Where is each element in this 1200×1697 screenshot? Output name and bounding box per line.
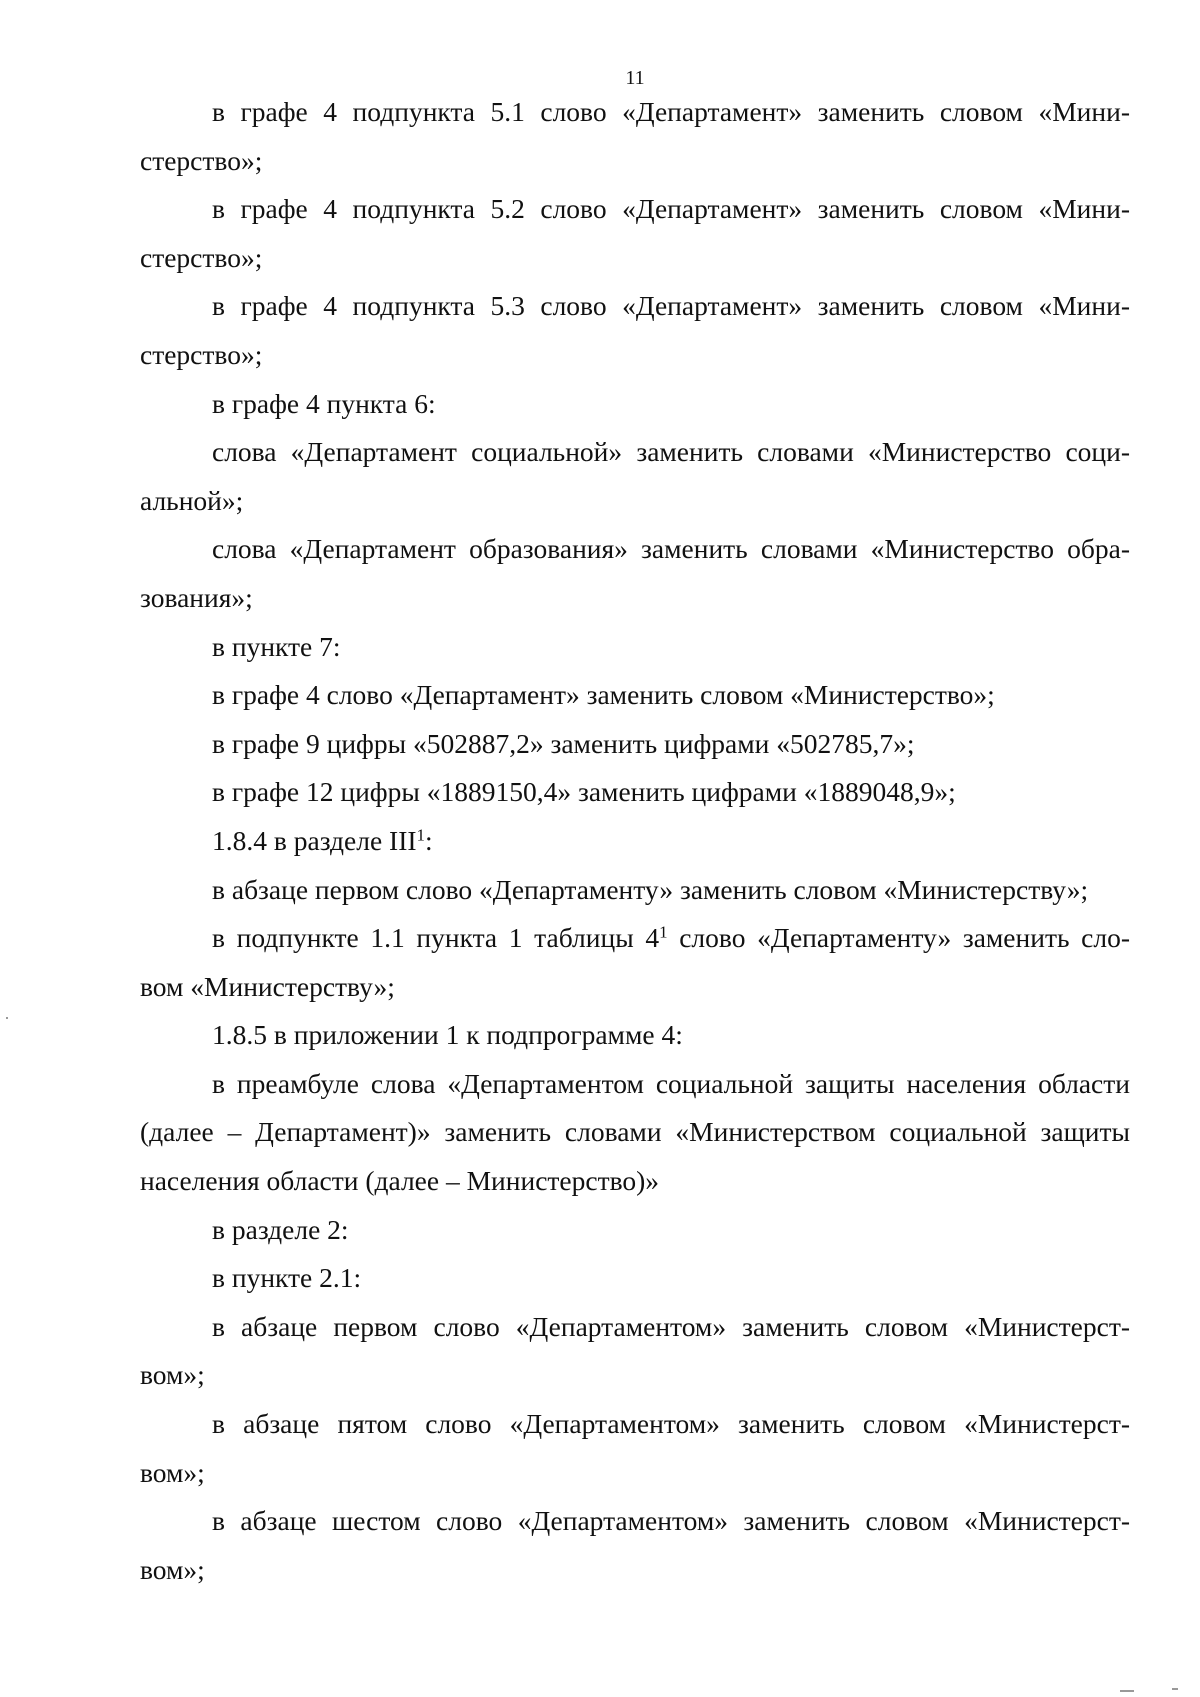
document-line: [140, 1060, 1130, 1109]
line-text: в графе 9 цифры «502887,2» заменить цифрами «502785,7»;: [212, 727, 915, 759]
line-text: в преамбуле слова «Департаментом социальной защиты населения области: [212, 1067, 1130, 1099]
document-line: [140, 914, 1130, 963]
line-text: зования»;: [140, 581, 253, 613]
line-text: вом»;: [140, 1553, 205, 1585]
document-line: [140, 671, 1130, 720]
line-text: 1.8.4 в разделе III: [212, 824, 417, 856]
line-text: вом»;: [140, 1359, 205, 1391]
document-line: [140, 1546, 1130, 1595]
line-text: в абзаце пятом слово «Департаментом» заменить словом «Министерст-: [212, 1408, 1130, 1440]
document-line: [140, 282, 1130, 331]
document-line: [140, 428, 1130, 477]
document-line: [140, 137, 1130, 186]
line-text: слова «Департамент социальной» заменить словами «Министерство соци-: [212, 436, 1130, 468]
line-text: вом»;: [140, 1456, 205, 1488]
scan-artifact: [1172, 1688, 1178, 1690]
line-text: населения области (далее – Министерство)»: [140, 1165, 660, 1197]
superscript: 1: [659, 922, 668, 942]
line-text: 1.8.5 в приложении 1 к подпрограмме 4:: [212, 1019, 683, 1051]
document-line: [140, 88, 1130, 137]
document-line: [140, 477, 1130, 526]
document-line: [140, 1303, 1130, 1352]
line-text: в абзаце первом слово «Департаменту» заменить словом «Министерству»;: [212, 873, 1089, 905]
document-line: [140, 1157, 1130, 1206]
scan-artifact: [1120, 1690, 1134, 1692]
line-text: в абзаце шестом слово «Департаментом» заменить словом «Министерст-: [212, 1505, 1130, 1537]
document-body: [140, 88, 1130, 1594]
line-text: в абзаце первом слово «Департаментом» заменить словом «Министерст-: [212, 1310, 1130, 1342]
document-line: [140, 623, 1130, 672]
document-line: [140, 1400, 1130, 1449]
document-line: [140, 525, 1130, 574]
line-text: вом «Министерству»;: [140, 970, 395, 1002]
line-text: в разделе 2:: [212, 1213, 349, 1245]
document-line: [140, 380, 1130, 429]
page-number: 11: [625, 67, 645, 89]
line-text-continued: :: [425, 824, 433, 856]
line-text: (далее – Департамент)» заменить словами «Министерством социальной защиты: [140, 1116, 1130, 1148]
line-text: в графе 4 подпункта 5.1 слово «Департамент» заменить словом «Мини-: [212, 96, 1130, 127]
line-text: в графе 4 подпункта 5.3 слово «Департамент» заменить словом «Мини-: [212, 290, 1130, 322]
document-line: [140, 1011, 1130, 1060]
line-text: в пункте 2.1:: [212, 1262, 362, 1294]
document-line: [140, 1108, 1130, 1157]
line-text: в графе 4 подпункта 5.2 слово «Департамент» заменить словом «Мини-: [212, 193, 1130, 225]
line-text: в подпункте 1.1 пункта 1 таблицы 4: [212, 922, 660, 954]
document-line: [140, 331, 1130, 380]
line-text: в графе 12 цифры «1889150,4» заменить цифрами «1889048,9»;: [212, 776, 956, 808]
line-text: слова «Департамент образования» заменить словами «Министерство обра-: [212, 533, 1130, 565]
document-line: [140, 1449, 1130, 1498]
document-line: [140, 1497, 1130, 1546]
superscript: 1: [416, 825, 426, 845]
document-line: [140, 866, 1130, 915]
line-text: стерство»;: [140, 144, 263, 176]
line-text: в пункте 7:: [212, 630, 341, 662]
line-text-continued: слово «Департаменту» заменить сло-: [667, 922, 1130, 954]
document-line: [140, 1254, 1130, 1303]
document-line: [140, 768, 1130, 817]
document-line: [140, 963, 1130, 1012]
document-line: [140, 720, 1130, 769]
line-text: альной»;: [140, 484, 244, 516]
line-text: в графе 4 пункта 6:: [212, 387, 436, 419]
line-text: в графе 4 слово «Департамент» заменить словом «Министерство»;: [212, 679, 995, 711]
line-text: стерство»;: [140, 241, 263, 273]
line-text: стерство»;: [140, 338, 263, 370]
document-line: [140, 185, 1130, 234]
document-line: [140, 1206, 1130, 1255]
document-line: [140, 817, 1130, 866]
document-line: [140, 234, 1130, 283]
document-line: [140, 574, 1130, 623]
scan-artifact: [6, 1017, 8, 1019]
document-line: [140, 1351, 1130, 1400]
